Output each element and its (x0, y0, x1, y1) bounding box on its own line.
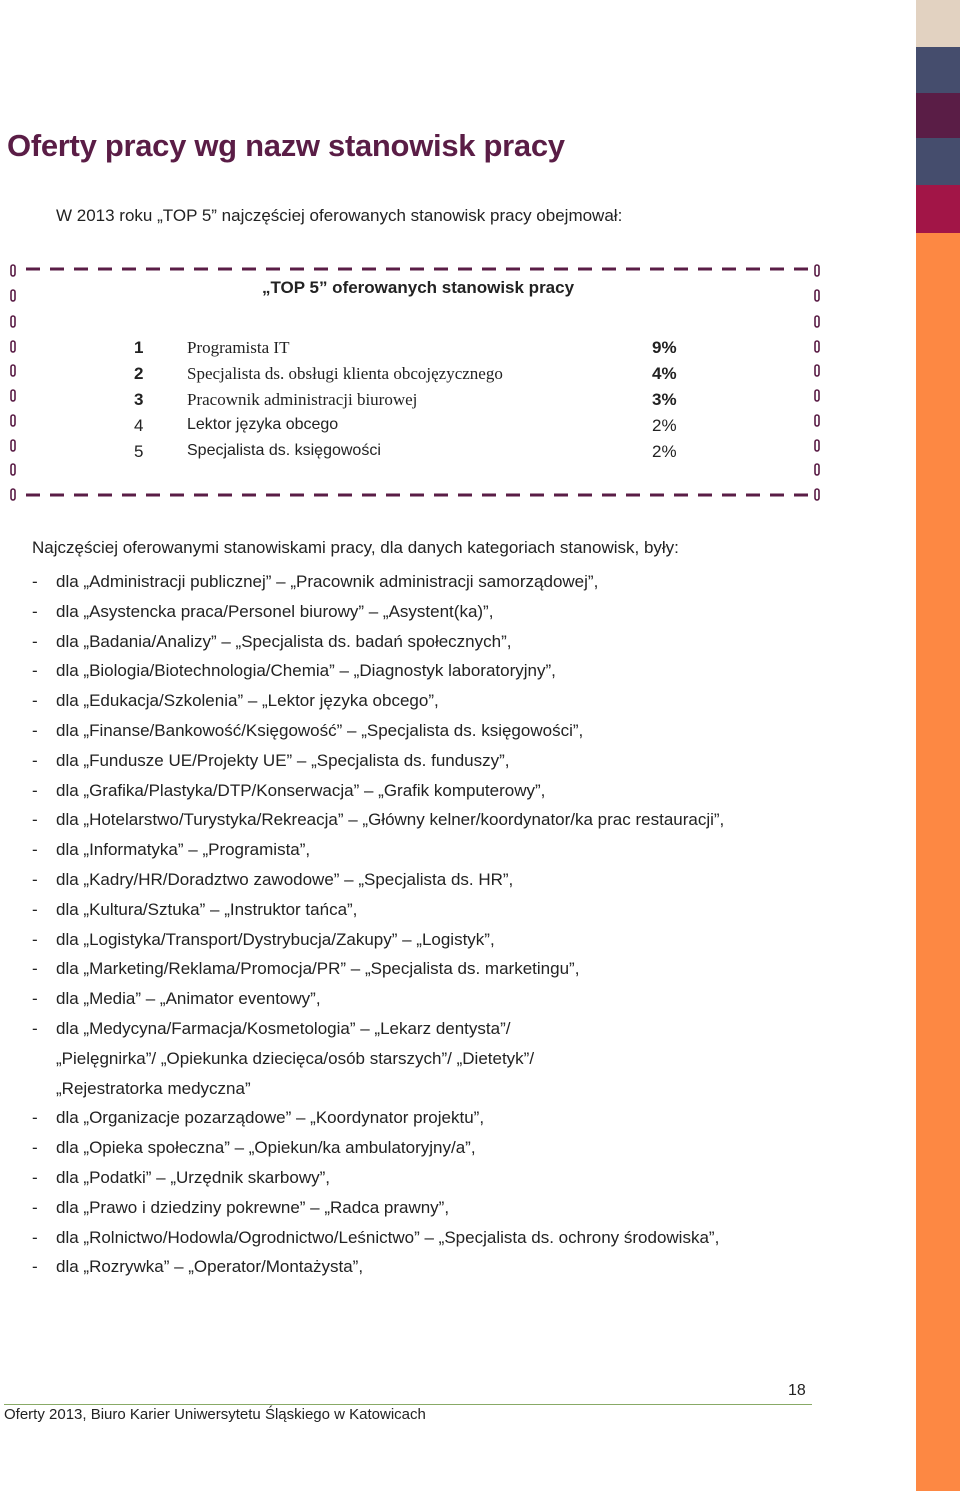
list-item (32, 925, 792, 955)
percentage: 4% (652, 364, 677, 383)
list-item-text: dla „Rolnictwo/Hodowla/Ogrodnictwo/Leśnictwo” – „Specjalista ds. ochrony środowiska”, (56, 1227, 720, 1247)
job-title: Specjalista ds. obsługi klienta obcojęzycznego (187, 364, 503, 383)
list-item (32, 1014, 792, 1103)
list-item-text: dla „Grafika/Plastyka/DTP/Konserwacja” – „Grafik komputerowy”, (56, 780, 546, 800)
list-dash: - (32, 1227, 38, 1247)
list-item-text: dla „Logistyka/Transport/Dystrybucja/Zakupy” – „Logistyk”, (56, 929, 495, 949)
list-item (32, 1193, 792, 1223)
list-item (32, 567, 792, 597)
list-dash: - (32, 661, 38, 681)
list-item (32, 746, 792, 776)
list-dash: - (32, 750, 38, 770)
list-item-text: dla „Organizacje pozarządowe” – „Koordynator projektu”, (56, 1108, 485, 1128)
page-number: 18 (788, 1382, 806, 1399)
list-item-text: dla „Media” – „Animator eventowy”, (56, 989, 321, 1009)
list-dash: - (32, 780, 38, 800)
intro-text: W 2013 roku „TOP 5” najczęściej oferowanych stanowisk pracy obejmował: (56, 206, 623, 225)
list-item (32, 1163, 792, 1193)
list-dash: - (32, 959, 38, 979)
list-item-text: dla „Edukacja/Szkolenia” – „Lektor języka obcego”, (56, 691, 439, 711)
list-dash: - (32, 691, 38, 711)
rank: 4 (134, 416, 144, 435)
rank: 2 (134, 364, 144, 383)
list-item-text: dla „Prawo i dziedziny pokrewne” – „Radca prawny”, (56, 1197, 450, 1217)
list-item (32, 776, 792, 806)
list-item-text: dla „Rozrywka” – „Operator/Montażysta”, (56, 1257, 364, 1277)
category-list (32, 567, 792, 1282)
list-item (32, 716, 792, 746)
list-item-text: dla „Finanse/Bankowość/Księgowość” – „Specjalista ds. księgowości”, (56, 720, 584, 740)
list-dash: - (32, 989, 38, 1009)
list-item (32, 1133, 792, 1163)
list-item-text: dla „Informatyka” – „Programista”, (56, 840, 311, 860)
stripe-segment (916, 93, 960, 138)
list-item-text: dla „Biologia/Biotechnologia/Chemia” – „Diagnostyk laboratoryjny”, (56, 661, 556, 681)
rank: 1 (134, 338, 144, 357)
top5-title: „TOP 5” oferowanych stanowisk pracy (261, 278, 575, 297)
list-item (32, 835, 792, 865)
list-item-text: dla „Fundusze UE/Projekty UE” – „Specjalista ds. funduszy”, (56, 750, 510, 770)
job-title: Programista IT (187, 338, 290, 357)
list-item (32, 895, 792, 925)
list-dash: - (32, 1197, 38, 1217)
list-dash: - (32, 1018, 38, 1038)
list-item-text: dla „Opieka społeczna” – „Opiekun/ka ambulatoryjny/a”, (56, 1138, 476, 1158)
list-item-text: dla „Medycyna/Farmacja/Kosmetologia” – „Lekarz dentysta”/ „Pielęgnirka”/ „Opiekunka dziecięca/osób starszych”/ „Dietetyk”/ „Rejestratorka medyczna” (56, 1018, 535, 1098)
list-dash: - (32, 1167, 38, 1187)
list-item (32, 1252, 792, 1282)
lead-text: Najczęściej oferowanymi stanowiskami pracy, dla danych kategoriach stanowisk, były: (32, 538, 679, 557)
list-item-text: dla „Badania/Analizy” – „Specjalista ds. badań społecznych”, (56, 631, 512, 651)
stripe-segment (916, 185, 960, 233)
list-dash: - (32, 929, 38, 949)
list-item (32, 1103, 792, 1133)
rank: 3 (134, 390, 144, 409)
percentage: 2% (652, 416, 677, 435)
footer-text: Oferty 2013, Biuro Karier Uniwersytetu Śląskiego w Katowicach (4, 1406, 426, 1423)
list-item (32, 1223, 792, 1253)
list-dash: - (32, 899, 38, 919)
list-item (32, 656, 792, 686)
percentage: 2% (652, 442, 677, 461)
rank: 5 (134, 442, 144, 461)
list-dash: - (32, 1257, 38, 1277)
list-item (32, 984, 792, 1014)
list-item (32, 865, 792, 895)
list-item (32, 627, 792, 657)
list-dash: - (32, 631, 38, 651)
list-item-text: dla „Asystencka praca/Personel biurowy” – „Asystent(ka)”, (56, 601, 494, 621)
decorative-color-stripe (916, 0, 960, 1491)
list-item-text: dla „Kadry/HR/Doradztwo zawodowe” – „Specjalista ds. HR”, (56, 869, 514, 889)
list-dash: - (32, 1108, 38, 1128)
stripe-segment (916, 138, 960, 185)
list-item-text: dla „Kultura/Sztuka” – „Instruktor tańca”, (56, 899, 358, 919)
list-item-text: dla „Podatki” – „Urzędnik skarbowy”, (56, 1167, 330, 1187)
list-dash: - (32, 869, 38, 889)
list-item-text: dla „Marketing/Reklama/Promocja/PR” – „Specjalista ds. marketingu”, (56, 959, 580, 979)
list-dash: - (32, 1138, 38, 1158)
job-title: Pracownik administracji biurowej (187, 390, 418, 409)
job-title: Lektor języka obcego (187, 416, 339, 433)
list-item (32, 597, 792, 627)
list-dash: - (32, 840, 38, 860)
list-item (32, 805, 792, 835)
percentage: 3% (652, 390, 677, 409)
list-dash: - (32, 601, 38, 621)
list-item (32, 954, 792, 984)
list-item (32, 686, 792, 716)
stripe-segment (916, 47, 960, 93)
footer-divider (4, 1404, 812, 1405)
job-title: Specjalista ds. księgowości (187, 442, 381, 459)
stripe-segment (916, 0, 960, 47)
list-dash: - (32, 720, 38, 740)
list-item-text: dla „Hotelarstwo/Turystyka/Rekreacja” – „Główny kelner/koordynator/ka prac restauracji”, (56, 810, 725, 830)
percentage: 9% (652, 338, 677, 357)
list-item-text: dla „Administracji publicznej” – „Pracownik administracji samorządowej”, (56, 572, 599, 591)
page-title: Oferty pracy wg nazw stanowisk pracy (7, 128, 565, 163)
stripe-segment (916, 233, 960, 1491)
list-dash: - (32, 810, 38, 830)
list-dash: - (32, 572, 38, 591)
